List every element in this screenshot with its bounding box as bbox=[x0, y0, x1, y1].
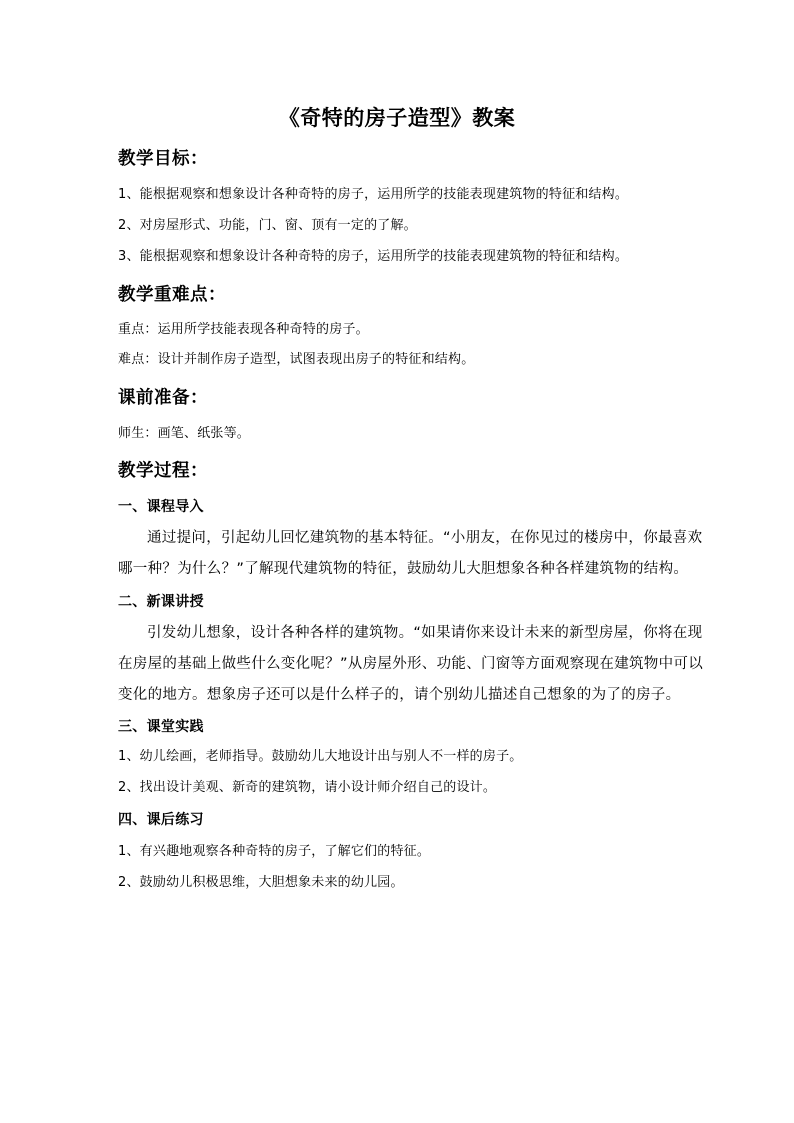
list-item: 1、有兴趣地观察各种奇特的房子，了解它们的特征。 bbox=[118, 844, 431, 859]
difficult-point-item: 难点：设计并制作房子造型，试图表现出房子的特征和结构。 bbox=[118, 352, 475, 367]
preparation-item: 师生：画笔、纸张等。 bbox=[118, 426, 251, 441]
paragraph-line: 通过提问，引起幼儿回忆建筑物的基本特征。“小朋友，在你见过的楼房中，你最喜欢 bbox=[147, 530, 703, 546]
paragraph-line: 变化的地方。想象房子还可以是什么样子的，请个别幼儿描述自己想象的为了的房子。 bbox=[118, 687, 681, 703]
process-section-heading: 二、新课讲授 bbox=[118, 594, 204, 610]
paragraph-line: 哪一种？为什么？”了解现代建筑物的特征，鼓励幼儿大胆想象各种各样建筑物的结构。 bbox=[118, 561, 689, 577]
list-item: 2、找出设计美观、新奇的建筑物，请小设计师介绍自己的设计。 bbox=[118, 780, 497, 795]
objective-item-1: 1、能根据观察和想象设计各种奇特的房子，运用所学的技能表现建筑物的特征和结构。 bbox=[118, 187, 629, 202]
paragraph-line: 在房屋的基础上做些什么变化呢？”从房屋外形、功能、门窗等方面观察现在建筑物中可以 bbox=[118, 656, 704, 672]
key-points-heading: 教学重难点： bbox=[118, 285, 226, 305]
objective-item-3: 3、能根据观察和想象设计各种奇特的房子，运用所学的技能表现建筑物的特征和结构。 bbox=[118, 249, 629, 264]
paragraph-line: 引发幼儿想象，设计各种各样的建筑物。“如果请你来设计未来的新型房屋，你将在现 bbox=[147, 625, 703, 641]
document-title: 《奇特的房子造型》教案 bbox=[278, 106, 516, 130]
process-section-heading: 三、课堂实践 bbox=[118, 719, 204, 735]
preparation-heading: 课前准备： bbox=[118, 388, 208, 408]
list-item: 2、鼓励幼儿积极思维，大胆想象未来的幼儿园。 bbox=[118, 875, 404, 890]
key-point-item: 重点：运用所学技能表现各种奇特的房子。 bbox=[118, 322, 369, 337]
process-section-heading: 一、课程导入 bbox=[118, 499, 204, 515]
objectives-heading: 教学目标： bbox=[118, 149, 208, 169]
objective-item-2: 2、对房屋形式、功能，门、窗、顶有一定的了解。 bbox=[118, 218, 417, 233]
process-heading: 教学过程： bbox=[118, 461, 208, 481]
process-section-heading: 四、课后练习 bbox=[118, 812, 204, 828]
list-item: 1、幼儿绘画，老师指导。鼓励幼儿大地设计出与别人不一样的房子。 bbox=[118, 749, 523, 764]
